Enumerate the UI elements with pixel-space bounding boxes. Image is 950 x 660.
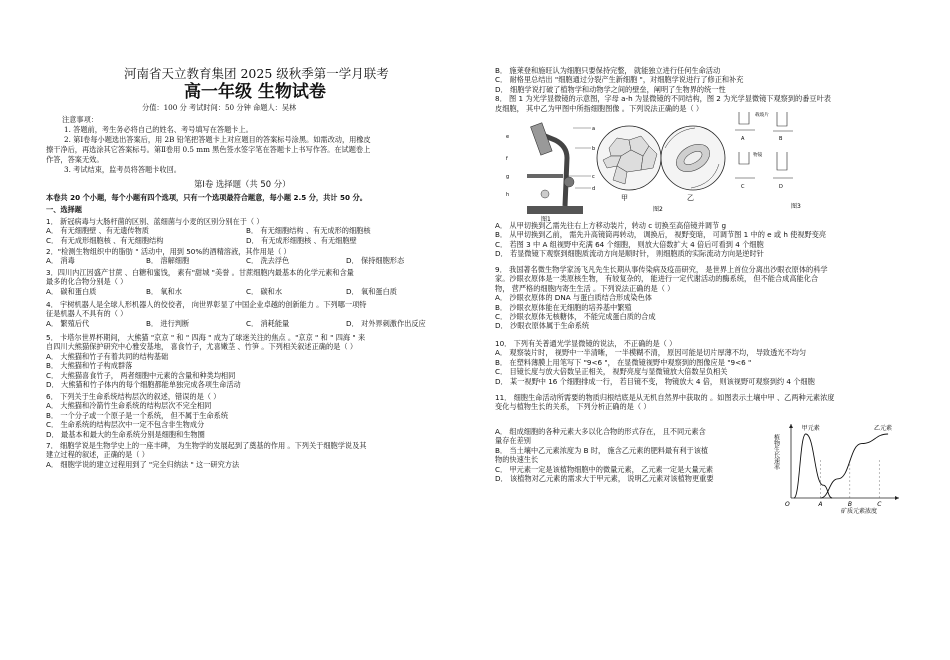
option-b-cont: 物的快速生长 [495, 455, 539, 465]
option-c[interactable]: C． 有无成形细胞核 、有无细胞结构 [46, 235, 164, 245]
figure-2-caption: 图2 [653, 206, 663, 213]
option-c[interactable]: C． 甲元素一定是该植物细胞中的微量元素， 乙元素一定是大量元素 [495, 464, 714, 474]
focus-knob [564, 177, 574, 187]
question-8-stem-cont: 皮细胞， 其中乙为甲图中所指细胞图像 。下列说法正确的是（ ） [495, 103, 704, 113]
option-b[interactable]: B． 在塑料薄膜上用笔写下 "9<6 "， 在显微镜视野中观察到的图像应是 "9<6 " [495, 357, 752, 367]
lens-label-b: B [779, 136, 783, 142]
question-stem: 3．四川内江因盛产甘蔗 、白糖和蜜饯， 素有"甜城 "美誉 。甘蔗细胞内最基本的化学元素和含量 [46, 268, 354, 277]
question-8-stem: 8． 图 1 为光学显微镜的示意图，字母 a-h 为显微镜的不同结构，图 2 为光学显微镜下观察到的番豆叶表 [495, 94, 831, 104]
option-a[interactable]: A． 大熊猫和冷箭竹生命系统的结构层次不完全相同 [46, 401, 212, 411]
question-stem: 4． 宇树机器人是全球人形机器人的佼佼者， 向世界彰显了中国企业卓越的创新能力 。下列哪一项特 [46, 300, 367, 309]
question-5 [46, 333, 446, 389]
option-b[interactable]: B． 氧和水 [146, 286, 182, 296]
option-a[interactable]: A． 从甲切换到乙需先往右上方移动装片，转动 c 切换至高倍镜并调节 g [495, 221, 727, 230]
label-a: a [592, 126, 596, 132]
option-d[interactable]: D． 沙眼衣原体属于生命系统 [495, 321, 590, 331]
option-c[interactable]: C． 碳和水 [246, 286, 283, 296]
label-f: f [506, 156, 508, 162]
notice-1: 1. 答题前，考生务必将自己的姓名、考号填写在答题卡上。 [64, 125, 253, 134]
x-tick-label: C [877, 501, 882, 508]
question-9 [495, 265, 905, 331]
question-11-options [495, 427, 775, 483]
option-b[interactable]: B． 施莱登和施旺认为细胞只要保持完整， 就能独立进行任何生命活动 [495, 66, 721, 75]
option-d[interactable]: D． 细胞学说打破了植物学和动物学之间的壁垒，阐明了生物界的统一性 [495, 84, 726, 94]
growth-rate-chart [773, 420, 905, 516]
question-stem: 11． 细胞生命活动所需要的物质归根结底是从无机自然界中获取的 。如图表示土壤中甲 、乙两种元素浓度 [495, 393, 835, 402]
lens-label-c: C [741, 184, 745, 190]
option-a[interactable]: A． 细胞学说的建立过程用到了 "完全归纳法 " 这一研究方法 [46, 459, 240, 469]
y-axis-label: 植物生长速率 [773, 434, 780, 470]
right-column [495, 0, 905, 660]
option-d[interactable]: D． 对外界刺激作出反应 [346, 318, 426, 328]
label-c: c [592, 174, 595, 180]
label-h: h [506, 192, 510, 198]
question-stem: 6． 下列关于生命系统结构层次的叙述，错误的是（ ） [46, 392, 221, 401]
figure-3-caption: 图3 [791, 203, 801, 210]
question-stem-cont: 自四川大熊猫保护研究中心雅安基地， 喜食竹子，尤喜嫩茎 、竹笋 。下列相关叙述正确的是（ ） [46, 342, 358, 352]
option-b[interactable]: B． 有无细胞结构 、有无成形的细胞核 [246, 226, 371, 236]
label-b: b [592, 146, 596, 152]
mirror [541, 190, 549, 198]
option-c[interactable]: C． 耐格里总结出 "细胞通过分裂产生新细胞 "，对细胞学说进行了修正和补充 [495, 75, 744, 85]
option-d[interactable]: D． 有无成形细胞核 、有无细胞壁 [246, 235, 357, 245]
label-yi: 乙 [687, 194, 694, 202]
exam-meta: 分值：100 分 考试时间：50 分钟 命题人：吴林 [142, 103, 297, 112]
notice-2-cont: 擦干净后，再选涂其它答案标号。第Ⅱ卷用 0.5 mm 黑色签水签字笔在答题卡上书写作答。在试题卷上 [46, 145, 371, 154]
question-4 [46, 300, 446, 328]
question-8-options [495, 221, 905, 259]
section-intro: 本卷共 20 个小题，每个小题有四个选项，只有一个选项最符合题意，每小题 2.5 分，共计 50 分。 [46, 193, 367, 202]
option-d[interactable]: D． 若显微镜下观察到细胞质流动方向是顺时针， 则细胞质的实际流动方向是逆时针 [495, 249, 764, 259]
option-c[interactable]: C． 目镜长度与放大倍数呈正相关， 视野亮度与显微镜放大倍数呈负相关 [495, 367, 728, 377]
microscope-stage [527, 174, 563, 178]
option-a[interactable]: A． 碳和蛋白质 [46, 286, 97, 296]
option-c[interactable]: C． 沙眼衣原体无核糖体， 不能完成蛋白质的合成 [495, 312, 656, 322]
option-a[interactable]: A． 观察装片时， 视野中一半清晰， 一半模糊不清， 原因可能是切片厚薄不均， 导致透光不均匀 [495, 348, 807, 358]
option-c[interactable]: C． 洗去浮色 [246, 256, 290, 266]
option-d[interactable]: D． 某一视野中 16 个细胞排成一行， 若目镜不变， 物镜放大 4 倍， 则该视野可观察到约 4 个细胞 [495, 376, 815, 386]
option-b[interactable]: B． 一个分子或一个原子是一个系统， 但不属于生命系统 [46, 410, 229, 420]
series-label: 甲元素 [801, 425, 820, 432]
question-stem-cont: 家。沙眼衣原体是一类原核生物， 有较复杂的， 能进行一定代谢活动的酶系统， 但不能合成高能化合 [495, 274, 819, 284]
exam-title: 高一年级 生物试卷 [184, 82, 326, 102]
option-d[interactable]: D． 大熊猫和竹子体内的每个细胞都能单独完成各项生命活动 [46, 380, 241, 390]
question-stem-end: 物， 营严格的细胞内寄生生活 。下列说法正确的是（ ） [495, 283, 675, 293]
figure-1-microscope [505, 118, 597, 222]
left-column [46, 0, 446, 660]
slide-label: 载玻片 [755, 113, 769, 118]
option-b[interactable]: B． 从甲切换到乙前， 需先升高镜筒再转动， 调换后， 视野变暗， 可调节图 1 中的 e 或 h 使视野变亮 [495, 230, 827, 240]
series-line-jia [794, 434, 832, 498]
option-c[interactable]: C． 消耗能量 [246, 318, 290, 328]
figure-1-caption: 图1 [541, 216, 551, 222]
x-axis-label: 矿质元素浓度 [841, 508, 878, 515]
series-label: 乙元素 [874, 425, 893, 432]
option-b[interactable]: B． 沙眼衣原体能在无细胞的培养基中繁殖 [495, 302, 632, 312]
option-b[interactable]: B． 进行判断 [146, 318, 190, 328]
option-a[interactable]: A． 组成细胞的各种元素大多以化合物的形式存在， 且不同元素含 [495, 427, 706, 436]
option-b[interactable]: B． 大熊猫和竹子构成群落 [46, 361, 133, 371]
option-c[interactable]: C． 若图 3 中 A 组视野中充满 64 个细胞， 则放大倍数扩大 4 倍后可看到 4 个细胞 [495, 239, 764, 249]
question-1 [46, 217, 446, 245]
label-jia: 甲 [621, 194, 628, 202]
option-a[interactable]: A． 大熊猫和竹子有着共同的结构基础 [46, 351, 169, 361]
question-stem: 5． 卡塔尔世界杯期间， 大熊猫 "京京 " 和 " 四海 " 成为了球迷关注的焦点 。"京京 " 和 " 四海 " 来 [46, 333, 366, 342]
question-stem-cont: 变化与植物生长的关系， 下列分析正确的是（ ） [495, 402, 651, 412]
question-3 [46, 268, 446, 296]
notice-title: 注意事项： [62, 115, 98, 124]
option-a-cont: 量存在差别 [495, 436, 531, 446]
objective-label: 物镜 [753, 153, 763, 158]
x-tick-label: A [818, 501, 823, 508]
option-a[interactable]: A． 有无细胞壁 、有无遗传物质 [46, 226, 149, 236]
microscope-base [527, 206, 583, 214]
option-d[interactable]: D． 保持细胞形态 [346, 256, 405, 266]
option-b[interactable]: B． 溶解细胞 [146, 256, 190, 266]
option-a[interactable]: A． 沙眼衣原体的 DNA 与蛋白质结合形成染色体 [495, 293, 652, 303]
notice-3: 3. 考试结束，监考员将答题卡收回。 [64, 165, 181, 174]
question-stem: 10． 下列有关普通光学显微镜的说法， 不正确的是（ ） [495, 339, 677, 348]
option-b[interactable]: B． 当土壤中乙元素浓度为 B 时， 施含乙元素的肥料最有利于该植 [495, 445, 709, 455]
option-d[interactable]: D． 氧和蛋白质 [346, 286, 397, 296]
question-stem-cont: 建立过程的叙述，正确的是（ ） [46, 450, 149, 460]
question-stem-cont: 最多的化合物分别是（ ） [46, 277, 128, 287]
question-stem: 1． 新冠病毒与大肠杆菌的区别、蓝细菌与小麦的区别分别在于（ ） [46, 217, 264, 226]
option-a[interactable]: A． 消毒 [46, 256, 75, 266]
x-tick-label: O [785, 501, 790, 508]
lens-label-a: A [741, 136, 745, 142]
label-d: d [592, 186, 596, 192]
question-2 [46, 247, 446, 266]
figure-3-objectives [731, 104, 811, 216]
option-c[interactable]: C． 生命系统的结构层次中一定不包含非生物成分 [46, 420, 205, 430]
question-6 [46, 392, 446, 439]
question-7-cont [495, 66, 905, 113]
series-line-yi [820, 434, 888, 498]
section-part: 一、选择题 [46, 205, 82, 214]
school-title: 河南省天立教育集团 2025 级秋季第一学月联考 [124, 66, 389, 81]
x-tick-label: B [847, 501, 852, 508]
question-11 [495, 393, 905, 412]
question-stem: 9． 我国著名微生物学家汤飞凡先生长期从事传染病及疫苗研究， 是世界上首位分离出沙眼衣原体的科学 [495, 265, 828, 274]
option-d[interactable]: D． 该植物对乙元素的需求大于甲元素， 说明乙元素对该植物更重要 [495, 474, 714, 484]
question-stem-cont: 征是机器人不具有的（ ） [46, 309, 128, 319]
section-title: 第Ⅰ卷 选择题（共 50 分） [194, 179, 291, 189]
option-d[interactable]: D． 最基本和最大的生命系统分别是细胞和生物圈 [46, 429, 205, 439]
notice-2-end: 作答，答案无效。 [46, 155, 104, 164]
label-g: g [506, 174, 510, 180]
question-stem: 7． 细胞学说是生物学史上的一座丰碑， 为生物学的发展起到了奠基的作用 。下列关于细胞学说及其 [46, 441, 367, 450]
question-7 [46, 441, 446, 469]
question-10 [495, 339, 905, 386]
option-c[interactable]: C． 大熊猫喜食竹子， 两者细胞中元素的含量和种类均相同 [46, 370, 236, 380]
lens-label-d: D [779, 184, 783, 190]
figure-2-cells [595, 118, 727, 214]
question-stem: 2．"检测生物组织中的脂肪 " 活动中，用到 50%的酒精溶液，其作用是（ ） [46, 247, 291, 256]
notice-2: 2. 第Ⅰ卷每小题选出答案后，用 2B 铅笔把答题卡上对应题目的答案标号涂黑。如需改动，用橡皮 [64, 135, 371, 144]
label-e: e [506, 134, 510, 140]
option-a[interactable]: A． 繁殖后代 [46, 318, 90, 328]
